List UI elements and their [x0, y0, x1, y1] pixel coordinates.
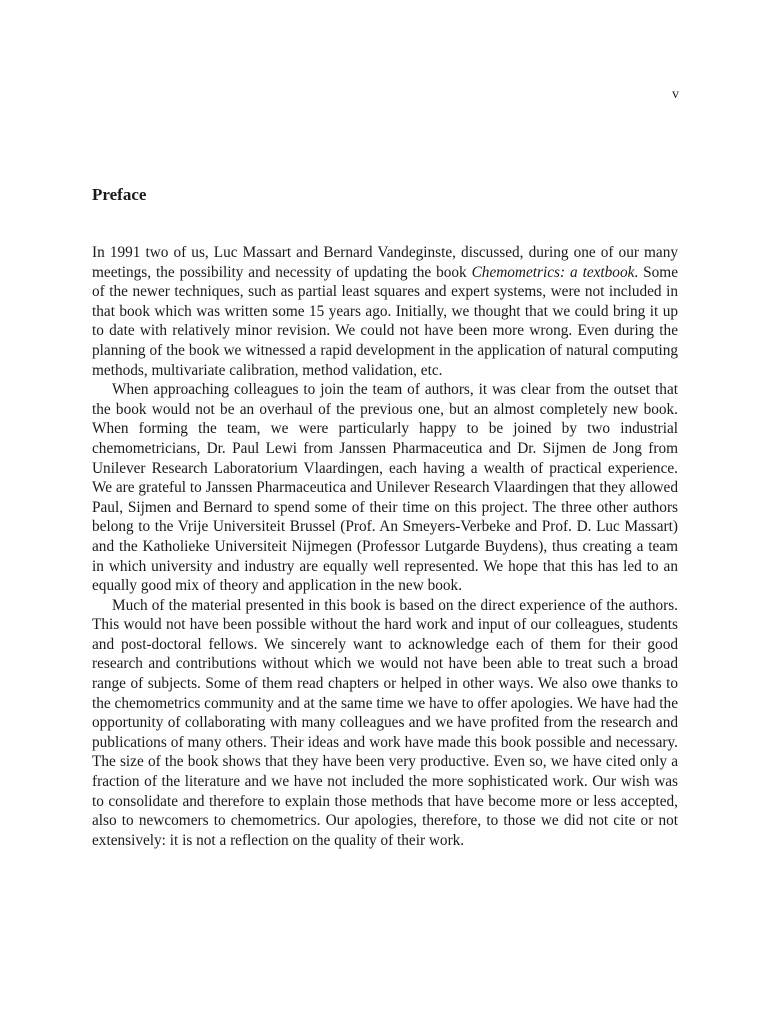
- book-title-italic: Chemometrics: a textbook: [471, 263, 635, 281]
- body-text: [92, 243, 678, 850]
- paragraph-1-text-end: . Some of the newer techniques, such as partial least squares and expert systems, were not included in that book which was written some 15 years ago. Initially, we thought that we could bring it up to date with relatively minor revision. We could not have been more wrong. Even during the planning of the book we witnessed a rapid development in the application of natural computing methods, multivariate calibration, method validation, etc.: [92, 263, 678, 379]
- paragraph-1-text-start: In 1991 two of us, Luc Massart and Bernard Vandeginste, discussed, during one of our many meetings, the possibility and necessity of updating the book: [92, 244, 678, 281]
- paragraph-3: Much of the material presented in this book is based on the direct experience of the authors. This would not have been possible without the hard work and input of our colleagues, students and post-doctoral fellows. We sincerely want to acknowledge each of them for their good research and contributions without which we would not have been able to treat such a broad range of subjects. Some of them read chapters or helped in other ways. We also owe thanks to the chemometrics community and at the same time we have to offer apologies. We have had the opportunity of collaborating with many colleagues and we have profited from the research and publications of many others. Their ideas and work have made this book possible and necessary. The size of the book shows that they have been very productive. Even so, we have cited only a fraction of the literature and we have not included the more sophisticated work. Our wish was to consolidate and therefore to explain those methods that have become more or less accepted, also to newcomers to chemometrics. Our apologies, therefore, to those we did not cite or not extensively: it is not a reflection on the quality of their work.: [92, 596, 678, 849]
- page-number: v: [672, 87, 679, 102]
- paragraph-1: [92, 243, 678, 380]
- page-title: Preface: [92, 185, 147, 204]
- paragraph-2: When approaching colleagues to join the team of authors, it was clear from the outset that the book would not be an overhaul of the previous one, but an almost completely new book. When forming the team, we were particularly happy to be joined by two industrial chemometricians, Dr. Paul Lewi from Janssen Pharmaceutica and Dr. Sijmen de Jong from Unilever Research Laboratorium Vlaardingen, each having a wealth of practical experience. We are grateful to Janssen Pharmaceutica and Unilever Research Vlaardingen that they allowed Paul, Sijmen and Bernard to spend some of their time on this project. The three other authors belong to the Vrije Universiteit Brussel (Prof. An Smeyers-Verbeke and Prof. D. Luc Massart) and the Katholieke Universiteit Nijmegen (Professor Lutgarde Buydens), thus creating a team in which university and industry are equally well represented. We hope that this has led to an equally good mix of theory and application in the new book.: [92, 381, 678, 595]
